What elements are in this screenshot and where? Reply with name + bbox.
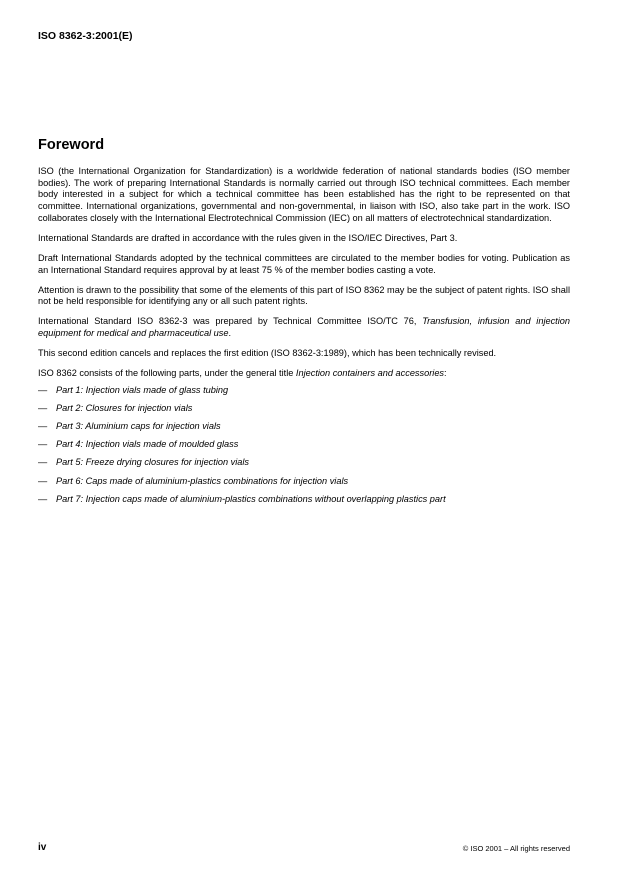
paragraph-iso-federation: ISO (the International Organization for Standardization) is a worldwide federation of national standards bodies (ISO member bodies). The work of preparing International Standards is normally carried out through ISO technical committees. Each member body interested in a subject for which a technical committee has been established has the right to be represented on that committee. International organizations, governmental and non-governmental, in liaison with ISO, also take part in the work. ISO collaborates closely with the International Electrotechnical Commission (IEC) on all matters of electrotechnical standardization. xyxy=(38,166,570,223)
list-item xyxy=(38,403,570,415)
list-item xyxy=(38,494,570,506)
list-item xyxy=(38,476,570,488)
paragraph-second-edition: This second edition cancels and replaces the first edition (ISO 8362-3:1989), which has been technically revised. xyxy=(38,347,497,358)
prepared-by-end: . xyxy=(228,327,232,338)
list-dash: — xyxy=(38,384,48,395)
list-item-text: Part 7: Injection caps made of aluminium-plastics combinations without overlapping plastics part xyxy=(56,493,446,504)
page-title: Foreword xyxy=(38,137,105,153)
list-item xyxy=(38,439,570,451)
parts-list xyxy=(38,385,570,506)
parts-intro-text: ISO 8362 consists of the following parts, under the general title xyxy=(38,367,296,378)
list-item-text: Part 3: Aluminium caps for injection vials xyxy=(56,421,221,432)
list-dash: — xyxy=(38,457,48,468)
committee-title: Transfusion, infusion and injection equipment for medical and pharmaceutical use xyxy=(38,316,570,338)
list-item xyxy=(38,385,570,397)
paragraph-voting: Draft International Standards adopted by the technical committees are circulated to the member bodies for voting. Publication as an International Standard requires approval by at least 75 % of the member bodies casting a vote. xyxy=(38,252,570,275)
paragraph-prepared-by xyxy=(38,316,570,339)
document-id-header: ISO 8362-3:2001(E) xyxy=(38,30,133,42)
list-item-text: Part 6: Caps made of aluminium-plastics combinations for injection vials xyxy=(56,475,349,486)
foreword-body xyxy=(38,166,570,512)
list-dash: — xyxy=(38,475,48,486)
paragraph-directives: International Standards are drafted in accordance with the rules given in the ISO/IEC Directives, Part 3. xyxy=(38,232,458,243)
list-item xyxy=(38,457,570,469)
prepared-by-text: International Standard ISO 8362-3 was prepared by Technical Committee ISO/TC 76, xyxy=(38,316,423,327)
general-title: Injection containers and accessories xyxy=(295,367,445,378)
list-item-text: Part 4: Injection vials made of moulded glass xyxy=(56,439,239,450)
list-dash: — xyxy=(38,493,48,504)
page-number: iv xyxy=(38,842,47,853)
list-item-text: Part 1: Injection vials made of glass tubing xyxy=(56,384,229,395)
list-item-text: Part 2: Closures for injection vials xyxy=(56,402,193,413)
list-dash: — xyxy=(38,421,48,432)
list-item xyxy=(38,421,570,433)
list-dash: — xyxy=(38,439,48,450)
parts-intro-end: : xyxy=(444,367,447,378)
copyright-notice: © ISO 2001 – All rights reserved xyxy=(462,844,570,853)
list-dash: — xyxy=(38,402,48,413)
list-item-text: Part 5: Freeze drying closures for injection vials xyxy=(56,457,250,468)
paragraph-patent-rights: Attention is drawn to the possibility that some of the elements of this part of ISO 8362 may be the subject of patent rights. ISO shall not be held responsible for identifying any or all such patent rights. xyxy=(38,284,570,307)
paragraph-parts-intro xyxy=(38,368,570,380)
